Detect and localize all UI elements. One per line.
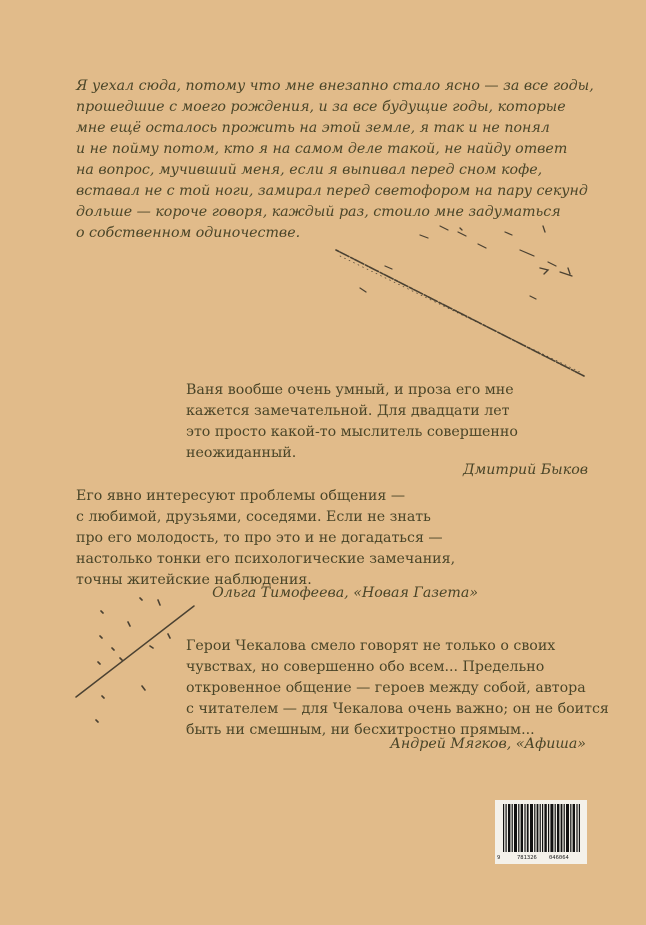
quote-line: кажется замечательной. Для двадцати лет: [186, 403, 510, 419]
quote-line: Его явно интересуют проблемы общения —: [76, 488, 406, 504]
barcode-digit-group: 9: [497, 855, 501, 861]
intro-line: Я уехал сюда, потому что мне внезапно стало ясно — за все годы,: [76, 78, 594, 94]
intro-line: вставал не с той ноги, замирал перед светофором на пару секунд: [76, 183, 588, 199]
quote-line: с любимой, друзьями, соседями. Если не знать: [76, 509, 431, 525]
quote-author: Ольга Тимофеева, «Новая Газета»: [212, 585, 478, 601]
intro-line: мне ещё осталось прожить на этой земле, я так и не понял: [76, 120, 550, 136]
barcode-digit-group: 781326: [517, 855, 537, 861]
intro-line: на вопрос, мучивший меня, если я выпивал перед сном кофе,: [76, 162, 543, 178]
review-quote: [186, 636, 609, 741]
quote-line: настолько тонки его психологические замечания,: [76, 551, 456, 567]
quote-line: чувствах, но совершенно обо всем... Предельно: [186, 659, 545, 675]
quote-line: это просто какой-то мыслитель совершенно: [186, 424, 518, 440]
intro-paragraph: [76, 76, 594, 244]
quote-line: быть ни смешным, ни бесхитростно прямым...: [186, 722, 535, 738]
intro-line: прошедшие с моего рождения, и за все будущие годы, которые: [76, 99, 566, 115]
barcode-digit-group: 046064: [549, 855, 569, 861]
quote-line: Ваня вообше очень умный, и проза его мне: [186, 382, 514, 398]
intro-line: и не пойму потом, кто я на самом деле такой, не найду ответ: [76, 141, 568, 157]
quote-line: Герои Чекалова смело говорят не только о своих: [186, 638, 556, 654]
quote-line: неожиданный.: [186, 445, 297, 461]
isbn-barcode: [495, 800, 587, 864]
quote-author: Дмитрий Быков: [462, 462, 588, 478]
quote-author: Андрей Мягков, «Афиша»: [390, 736, 586, 752]
quote-line: откровенное общение — героев между собой, автора: [186, 680, 586, 696]
quote-line: про его молодость, то про это и не догадаться —: [76, 530, 443, 546]
review-quote: [76, 486, 455, 591]
barcode-digits: [495, 852, 587, 864]
intro-line: о собственном одиночестве.: [76, 225, 301, 241]
quote-line: точны житейские наблюдения.: [76, 572, 312, 588]
quote-line: с читателем — для Чекалова очень важно; он не боится: [186, 701, 609, 717]
intro-line: дольше — короче говоря, каждый раз, стоило мне задуматься: [76, 204, 561, 220]
review-quote: [186, 380, 518, 464]
